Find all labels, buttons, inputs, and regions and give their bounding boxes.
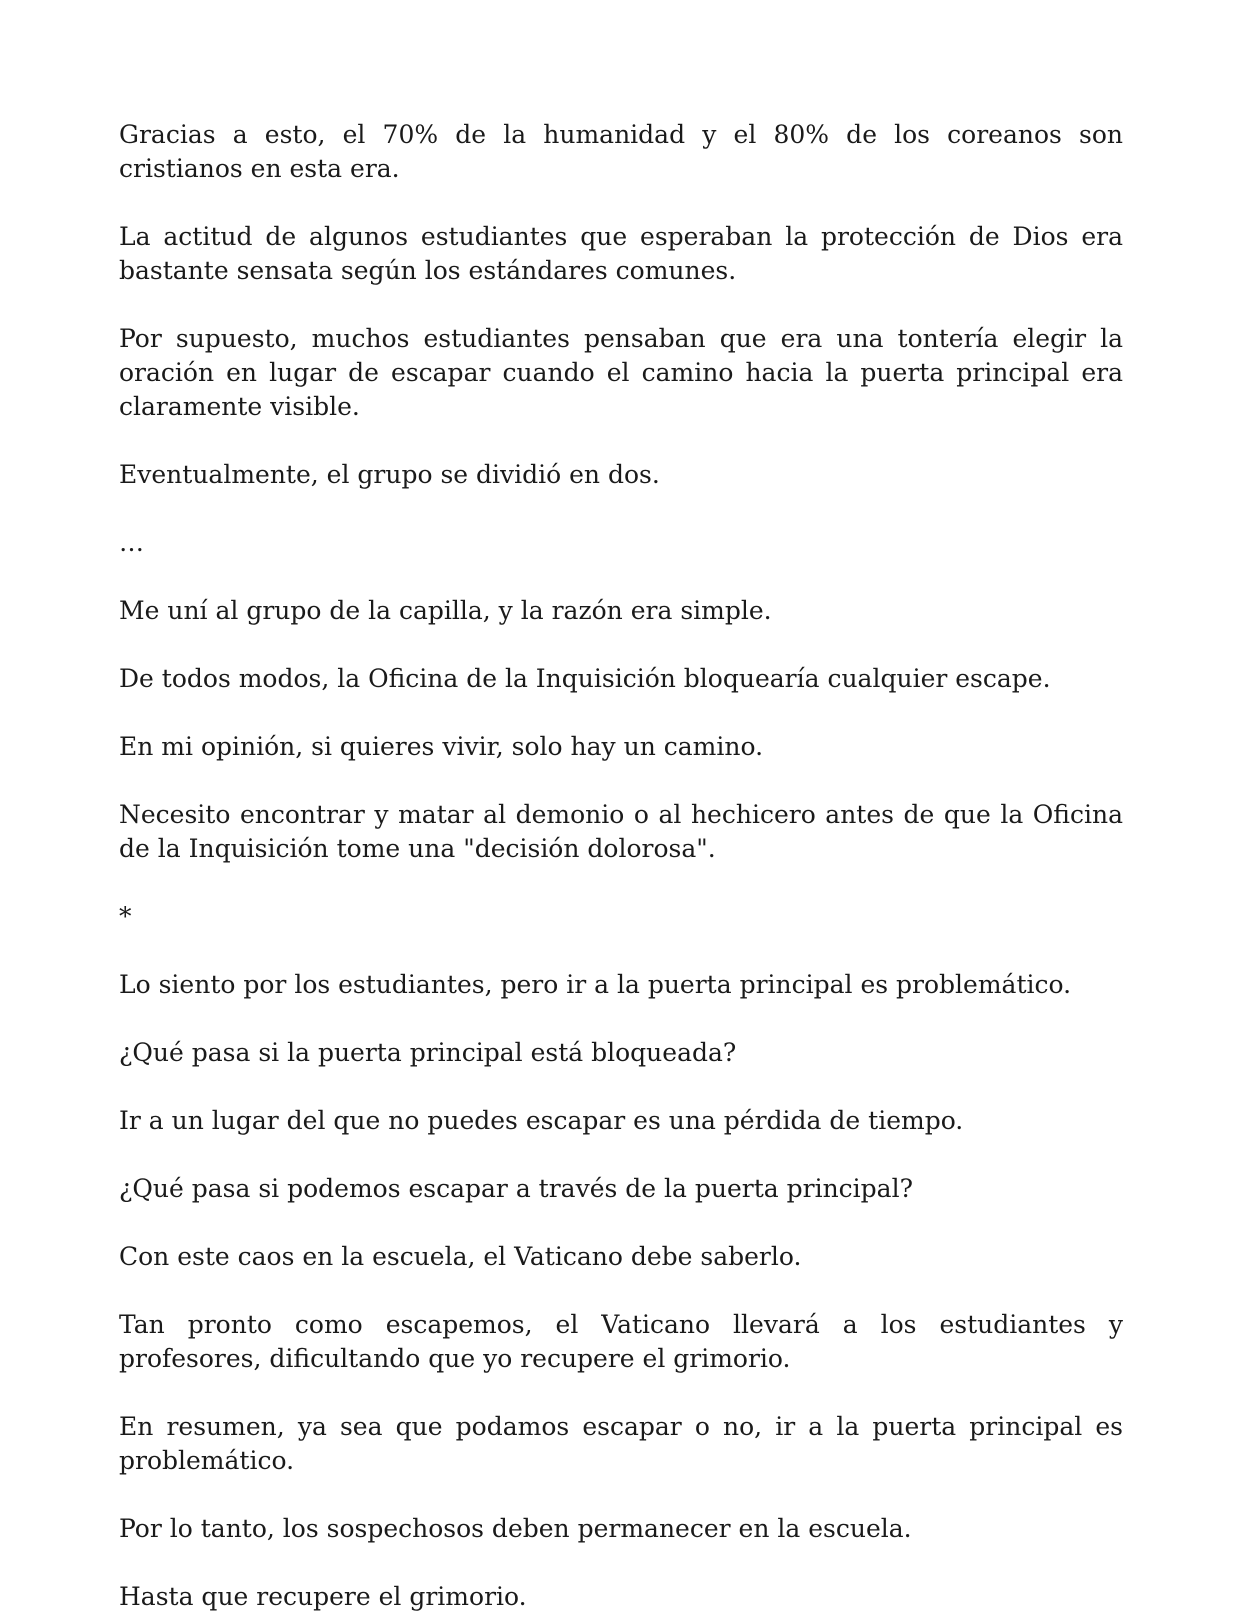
- paragraph: De todos modos, la Oficina de la Inquisición bloquearía cualquier escape.: [119, 664, 1051, 693]
- paragraph: Con este caos en la escuela, el Vaticano debe saberlo.: [119, 1242, 802, 1271]
- paragraph: En resumen, ya sea que podamos escapar o no, ir a la puerta principal es problemático.: [119, 1412, 1123, 1475]
- paragraph: ¿Qué pasa si la puerta principal está bloqueada?: [119, 1038, 737, 1067]
- document-body: [119, 118, 1123, 1614]
- paragraph: Por supuesto, muchos estudiantes pensaban que era una tontería elegir la oración en lugar de escapar cuando el camino hacia la puerta principal era claramente visible.: [119, 324, 1123, 421]
- ellipsis-separator: …: [119, 528, 144, 557]
- paragraph: Hasta que recupere el grimorio.: [119, 1582, 527, 1611]
- paragraph: Ir a un lugar del que no puedes escapar es una pérdida de tiempo.: [119, 1106, 964, 1135]
- paragraph: Por lo tanto, los sospechosos deben permanecer en la escuela.: [119, 1514, 912, 1543]
- paragraph: Eventualmente, el grupo se dividió en dos.: [119, 460, 660, 489]
- paragraph: Gracias a esto, el 70% de la humanidad y el 80% de los coreanos son cristianos en esta era.: [119, 120, 1123, 183]
- paragraph: ¿Qué pasa si podemos escapar a través de la puerta principal?: [119, 1174, 913, 1203]
- paragraph: Lo siento por los estudiantes, pero ir a la puerta principal es problemático.: [119, 970, 1072, 999]
- paragraph: Tan pronto como escapemos, el Vaticano llevará a los estudiantes y profesores, dificultando que yo recupere el grimorio.: [119, 1310, 1123, 1373]
- paragraph: En mi opinión, si quieres vivir, solo hay un camino.: [119, 732, 764, 761]
- paragraph: Necesito encontrar y matar al demonio o al hechicero antes de que la Oficina de la Inquisición tome una "decisión dolorosa".: [119, 800, 1123, 863]
- asterisk-separator: *: [119, 902, 132, 931]
- paragraph: La actitud de algunos estudiantes que esperaban la protección de Dios era bastante sensata según los estándares comunes.: [119, 222, 1123, 285]
- paragraph: Me uní al grupo de la capilla, y la razón era simple.: [119, 596, 772, 625]
